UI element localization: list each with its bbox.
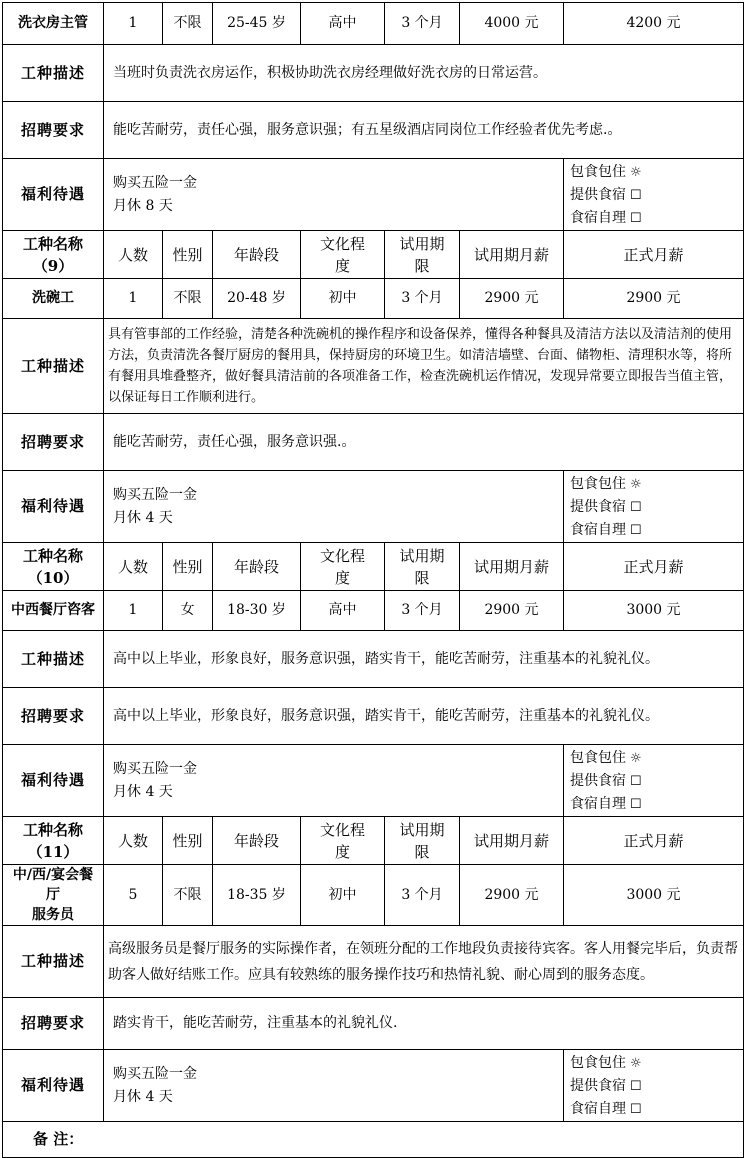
option-provide-meals: 提供食宿: [570, 187, 626, 203]
header-probation-salary: 试用期月薪: [460, 817, 564, 865]
option-board-lodging: 包食包住: [570, 750, 626, 766]
header-age: 年龄段: [213, 817, 301, 865]
sun-icon: ☼: [630, 165, 642, 180]
requirement-row: [3, 102, 744, 159]
welfare-details: [104, 1050, 564, 1122]
welfare-label: 福利待遇: [3, 471, 104, 543]
header-gender: 性别: [163, 817, 213, 865]
welfare-days-off: 月休 8 天: [113, 197, 173, 214]
welfare-row: [3, 1050, 744, 1122]
requirement-row: [3, 688, 744, 745]
gender: 女: [163, 591, 213, 631]
welfare-options: [564, 745, 744, 817]
option-self-arranged: 食宿自理: [570, 522, 626, 538]
description-row: [3, 631, 744, 688]
requirement-label: 招聘要求: [3, 414, 104, 471]
checkbox-icon: ☐: [630, 797, 642, 812]
job-header-row: [3, 543, 744, 591]
checkbox-icon: ☐: [630, 774, 642, 789]
requirement-label: 招聘要求: [3, 688, 104, 745]
welfare-insurance: 购买五险一金: [113, 1065, 197, 1082]
education: 高中: [301, 3, 385, 45]
option-self-arranged: 食宿自理: [570, 796, 626, 812]
header-education: 文化程 度: [301, 817, 385, 865]
header-job-name: 工种名称（11）: [3, 817, 104, 865]
description-label: 工种描述: [3, 45, 104, 102]
header-probation: 试用期 限: [385, 543, 460, 591]
regular-salary: 2900 元: [564, 279, 744, 319]
header-regular-salary: 正式月薪: [564, 231, 744, 279]
header-gender: 性别: [163, 231, 213, 279]
header-headcount: 人数: [104, 543, 163, 591]
headcount: 1: [104, 591, 163, 631]
notes-label: 备 注：: [3, 1122, 744, 1158]
job-description: 高中以上毕业，形象良好，服务意识强，踏实肯干，能吃苦耐劳，注重基本的礼貌礼仪。: [104, 631, 744, 688]
header-headcount: 人数: [104, 817, 163, 865]
welfare-options: [564, 471, 744, 543]
headcount: 5: [104, 865, 163, 926]
welfare-days-off: 月休 4 天: [113, 783, 173, 800]
option-provide-meals: 提供食宿: [570, 773, 626, 789]
regular-salary: 3000 元: [564, 591, 744, 631]
job-header-row: [3, 231, 744, 279]
welfare-insurance: 购买五险一金: [113, 174, 197, 191]
job-name: 中/西/宴会餐厅 服务员: [3, 865, 104, 926]
header-age: 年龄段: [213, 231, 301, 279]
education: 初中: [301, 279, 385, 319]
requirement-row: [3, 998, 744, 1050]
job-requirement: 高中以上毕业，形象良好，服务意识强，踏实肯干，能吃苦耐劳，注重基本的礼貌礼仪。: [104, 688, 744, 745]
probation-period: 3 个月: [385, 279, 460, 319]
header-gender: 性别: [163, 543, 213, 591]
probation-salary: 4000 元: [460, 3, 564, 45]
sun-icon: ☼: [630, 751, 642, 766]
job-values-row: [3, 865, 744, 926]
checkbox-icon: ☐: [630, 211, 642, 226]
header-regular-salary: 正式月薪: [564, 543, 744, 591]
description-row: [3, 45, 744, 102]
sun-icon: ☼: [630, 477, 642, 492]
job-values-row: [3, 591, 744, 631]
description-row: [3, 926, 744, 998]
header-job-name: 工种名称（10）: [3, 543, 104, 591]
job-description: 当班时负责洗衣房运作，积极协助洗衣房经理做好洗衣房的日常运营。: [104, 45, 744, 102]
requirement-label: 招聘要求: [3, 998, 104, 1050]
job-listing-sheet: [2, 2, 743, 1158]
header-age: 年龄段: [213, 543, 301, 591]
headcount: 1: [104, 3, 163, 45]
age-range: 20-48 岁: [213, 279, 301, 319]
welfare-row: [3, 159, 744, 231]
age-range: 18-30 岁: [213, 591, 301, 631]
description-label: 工种描述: [3, 926, 104, 998]
header-regular-salary: 正式月薪: [564, 817, 744, 865]
job-name: 洗衣房主管: [3, 3, 104, 45]
welfare-details: [104, 159, 564, 231]
headcount: 1: [104, 279, 163, 319]
education: 初中: [301, 865, 385, 926]
welfare-row: [3, 471, 744, 543]
job-table: [2, 2, 744, 1158]
job-values-row: [3, 279, 744, 319]
header-education: 文化程 度: [301, 543, 385, 591]
option-provide-meals: 提供食宿: [570, 1078, 626, 1094]
probation-salary: 2900 元: [460, 591, 564, 631]
welfare-options: [564, 1050, 744, 1122]
checkbox-icon: ☐: [630, 188, 642, 203]
job-header-row: [3, 817, 744, 865]
gender: 不限: [163, 3, 213, 45]
welfare-details: [104, 745, 564, 817]
welfare-options: [564, 159, 744, 231]
job-description: 具有管事部的工作经验，清楚各种洗碗机的操作程序和设备保养，懂得各种餐具及清洁方法以及清洁剂的使用方法，负责清洗各餐厅厨房的餐用具，保持厨房的环境卫生。如清洁墙壁、台面、储物柜、清理积水等，将所有餐用具堆叠整齐，做好餐具清洁前的各项准备工作，检查洗碗机运作情况，发现异常要立即报告当值主管，以保证每日工作顺利进行。: [104, 319, 744, 414]
education: 高中: [301, 591, 385, 631]
welfare-days-off: 月休 4 天: [113, 509, 173, 526]
welfare-label: 福利待遇: [3, 1050, 104, 1122]
probation-period: 3 个月: [385, 865, 460, 926]
requirement-label: 招聘要求: [3, 102, 104, 159]
header-probation-salary: 试用期月薪: [460, 543, 564, 591]
welfare-insurance: 购买五险一金: [113, 760, 197, 777]
requirement-row: [3, 414, 744, 471]
option-provide-meals: 提供食宿: [570, 499, 626, 515]
welfare-label: 福利待遇: [3, 159, 104, 231]
header-probation: 试用期 限: [385, 817, 460, 865]
header-job-name: 工种名称（9）: [3, 231, 104, 279]
description-label: 工种描述: [3, 631, 104, 688]
welfare-label: 福利待遇: [3, 745, 104, 817]
option-board-lodging: 包食包住: [570, 476, 626, 492]
probation-salary: 2900 元: [460, 279, 564, 319]
description-row: [3, 319, 744, 414]
probation-salary: 2900 元: [460, 865, 564, 926]
probation-period: 3 个月: [385, 3, 460, 45]
header-probation: 试用期 限: [385, 231, 460, 279]
checkbox-icon: ☐: [630, 1102, 642, 1117]
option-self-arranged: 食宿自理: [570, 210, 626, 226]
header-headcount: 人数: [104, 231, 163, 279]
job-requirement: 能吃苦耐劳，责任心强，服务意识强；有五星级酒店同岗位工作经验者优先考虑.。: [104, 102, 744, 159]
welfare-details: [104, 471, 564, 543]
gender: 不限: [163, 279, 213, 319]
header-education: 文化程 度: [301, 231, 385, 279]
regular-salary: 4200 元: [564, 3, 744, 45]
job-name: 洗碗工: [3, 279, 104, 319]
job-requirement: 踏实肯干，能吃苦耐劳，注重基本的礼貌礼仪.: [104, 998, 744, 1050]
age-range: 25-45 岁: [213, 3, 301, 45]
header-probation-salary: 试用期月薪: [460, 231, 564, 279]
description-label: 工种描述: [3, 319, 104, 414]
sun-icon: ☼: [630, 1056, 642, 1071]
probation-period: 3 个月: [385, 591, 460, 631]
job-description: 高级服务员是餐厅服务的实际操作者，在领班分配的工作地段负责接待宾客。客人用餐完毕后，负责帮助客人做好结账工作。应具有较熟练的服务操作技巧和热情礼貌、耐心周到的服务态度。: [104, 926, 744, 998]
welfare-row: [3, 745, 744, 817]
job-values-row: [3, 3, 744, 45]
checkbox-icon: ☐: [630, 1079, 642, 1094]
welfare-days-off: 月休 4 天: [113, 1088, 173, 1105]
checkbox-icon: ☐: [630, 523, 642, 538]
job-requirement: 能吃苦耐劳，责任心强，服务意识强.。: [104, 414, 744, 471]
option-board-lodging: 包食包住: [570, 164, 626, 180]
regular-salary: 3000 元: [564, 865, 744, 926]
welfare-insurance: 购买五险一金: [113, 486, 197, 503]
gender: 不限: [163, 865, 213, 926]
option-self-arranged: 食宿自理: [570, 1101, 626, 1117]
age-range: 18-35 岁: [213, 865, 301, 926]
option-board-lodging: 包食包住: [570, 1055, 626, 1071]
job-name: 中西餐厅咨客: [3, 591, 104, 631]
checkbox-icon: ☐: [630, 500, 642, 515]
notes-row: [3, 1122, 744, 1158]
